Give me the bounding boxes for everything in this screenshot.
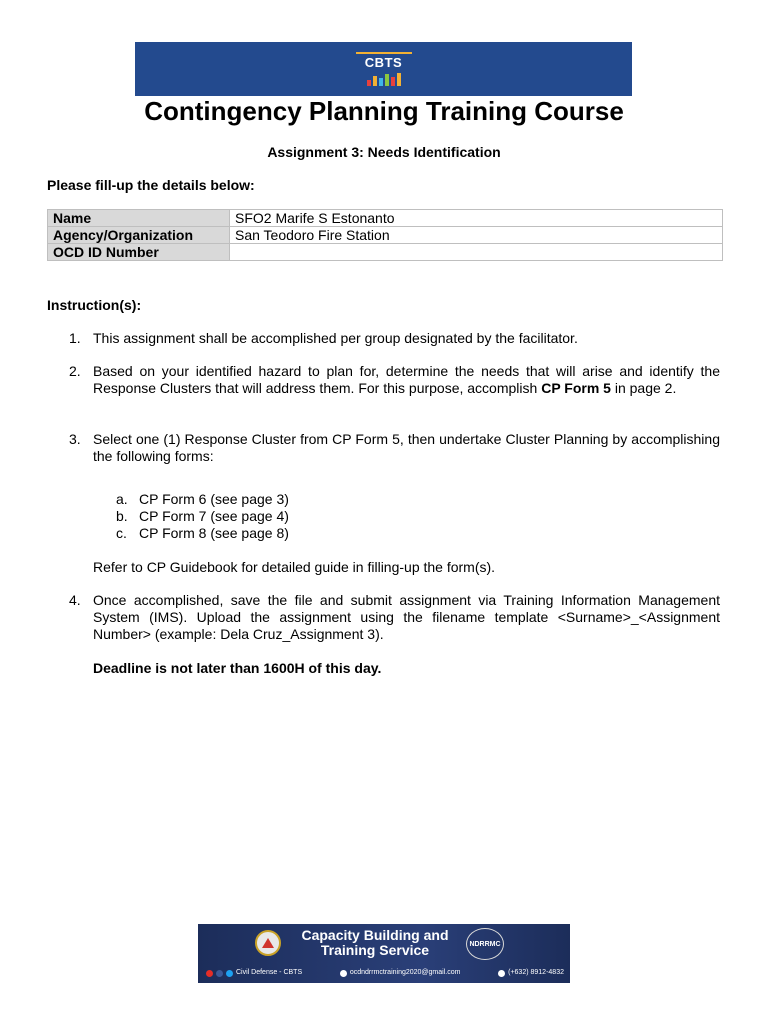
phone-contact (498, 968, 564, 978)
item-number: 2. (69, 363, 81, 379)
item-number: 4. (69, 592, 81, 608)
assignment-subtitle: Assignment 3: Needs Identification (267, 144, 501, 160)
footer-title-line1: Capacity Building and (301, 927, 449, 943)
form-text: CP Form 8 (see page 8) (139, 525, 289, 541)
form-text: CP Form 7 (see page 4) (139, 508, 289, 524)
form-letter: c. (116, 525, 127, 541)
twitter-icon (226, 970, 233, 977)
name-value[interactable]: SFO2 Marife S Estonanto (230, 210, 723, 227)
email-contact (340, 968, 461, 978)
item-number: 1. (69, 330, 81, 346)
footer-title-line2: Training Service (320, 942, 430, 958)
phone-icon (498, 970, 505, 977)
form-text: CP Form 6 (see page 3) (139, 491, 289, 507)
table-row (48, 210, 723, 227)
cbts-logo-text: CBTS (364, 55, 403, 70)
form-prompt: Please fill-up the details below: (47, 177, 255, 193)
social-links (206, 968, 302, 978)
instruction-item-3 (69, 431, 720, 465)
item-text-part: Based on your identified hazard to plan for, determine the needs that will arise and identify the Response Clusters that will address them. For this purpose, accomplish (93, 363, 720, 396)
logo-bar (385, 74, 389, 86)
form-letter: a. (116, 491, 128, 507)
form-letter: b. (116, 508, 128, 524)
table-row (48, 244, 723, 261)
agency-label: Agency/Organization (48, 227, 230, 244)
youtube-icon (206, 970, 213, 977)
phone-text: (+632) 8912-4832 (508, 969, 564, 976)
logo-bar (367, 80, 371, 86)
page-title: Contingency Planning Training Course (144, 96, 624, 126)
facebook-icon (216, 970, 223, 977)
logo-bar (379, 78, 383, 86)
form-list-item (116, 491, 289, 508)
cbts-header-banner (135, 42, 632, 96)
form-list-item (116, 525, 289, 542)
item-text (93, 363, 720, 397)
cbts-logo-bars (367, 72, 401, 86)
ocd-id-value[interactable] (230, 244, 723, 261)
guidebook-note: Refer to CP Guidebook for detailed guide in filling-up the form(s). (93, 559, 496, 575)
social-handle: Civil Defense - CBTS (236, 969, 303, 976)
deadline-note: Deadline is not later than 1600H of this day. (93, 660, 382, 676)
logo-bar (373, 76, 377, 86)
name-label: Name (48, 210, 230, 227)
instruction-item-2 (69, 363, 720, 397)
item-number: 3. (69, 431, 81, 447)
footer-banner (198, 924, 570, 983)
cp-form-5-ref: CP Form 5 (541, 380, 611, 396)
instructions-heading: Instruction(s): (47, 297, 142, 313)
ocd-id-label: OCD ID Number (48, 244, 230, 261)
ndrrmc-logo: NDRRMC (466, 928, 504, 960)
footer-contacts (206, 968, 564, 978)
civil-defense-seal-icon (255, 930, 281, 956)
email-text: ocdndrrmctraining2020@gmail.com (349, 969, 461, 976)
details-table (47, 209, 723, 261)
agency-value[interactable]: San Teodoro Fire Station (230, 227, 723, 244)
item-text: Select one (1) Response Cluster from CP Form 5, then undertake Cluster Planning by accomplishing the following forms: (93, 431, 720, 464)
logo-bar (391, 77, 395, 86)
instruction-item-1 (69, 330, 720, 347)
footer-title (290, 928, 460, 958)
banner-accent-line (356, 52, 412, 54)
item-text-part: in page 2. (610, 380, 677, 396)
table-row (48, 227, 723, 244)
instruction-item-4 (69, 592, 720, 643)
item-text: This assignment shall be accomplished per group designated by the facilitator. (93, 330, 578, 346)
form-list-item (116, 508, 289, 525)
logo-bar (397, 73, 401, 86)
item-text: Once accomplished, save the file and submit assignment via Training Information Management System (IMS). Upload the assignment using the filename template <Surname>_<Assignment Number> (example: Dela Cruz_Assignment 3). (93, 592, 720, 642)
google-icon (340, 970, 347, 977)
